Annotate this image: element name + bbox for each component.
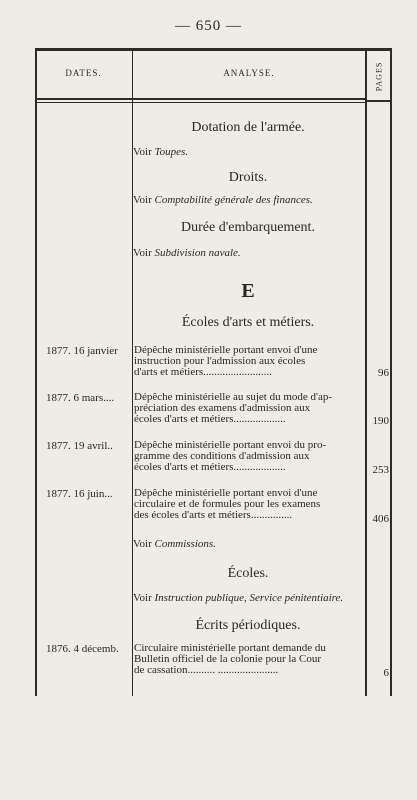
see-word: Voir [133,146,152,158]
entry-line: préciation des examens d'admission aux [134,403,311,414]
header-top-rule [35,48,391,51]
entry-page: 253 [372,464,389,476]
see-target: Subdivision navale. [154,247,241,259]
entry-text [134,643,362,676]
see-reference [133,146,365,158]
entry-line: Dépêche ministérielle portant envoi d'une [134,345,318,356]
entry-line: instruction pour l'admission aux écoles [134,356,306,367]
entry-page: 190 [372,415,389,427]
entry-line: Bulletin officiel de la colonie pour la Cour [134,654,322,665]
entry-text [134,440,362,473]
see-target: Toupes. [154,146,189,158]
entry-date: 1877. 16 janvier [46,345,118,357]
page-number: — 650 — [175,18,242,34]
entry-page: 96 [378,367,389,379]
see-reference [133,592,365,604]
pages-header-rule [365,100,391,102]
entry-date: 1877. 16 juin... [46,488,113,500]
section-title: Écrits périodiques. [195,618,301,633]
entry-line: circulaire et de formules pour les examens [134,499,321,510]
see-target: Instruction publique, Service pénitentiaire. [154,592,344,604]
entry-line: gramme des conditions d'admission aux [134,451,310,462]
see-target: Comptabilité générale des finances. [154,194,313,206]
section-title: Durée d'embarquement. [181,220,315,235]
column-header-analyse: ANALYSE. [223,68,275,78]
header-bottom-rule-thin [35,102,365,103]
entry-line: Circulaire ministérielle portant demande du [134,643,326,654]
entry-line: d'arts et métiers......................... [134,367,272,378]
entry-date: 1877. 19 avril.. [46,440,113,452]
see-reference [133,194,365,206]
entry-date: 1877. 6 mars.... [46,392,115,404]
entry-line: des écoles d'arts et métiers............... [134,510,293,521]
section-title: Droits. [228,170,268,185]
entry-line: écoles d'arts et métiers................... [134,462,286,473]
entry-date: 1876. 4 décemb. [46,643,119,655]
column-header-pages [367,56,390,96]
see-reference [133,247,365,259]
column-header-pages-label: PAGES [374,61,384,91]
entry-line: de cassation.......... ...................... [134,665,279,676]
see-word: Voir [133,194,152,206]
left-border [35,48,37,696]
entry-line: Dépêche ministérielle portant envoi d'une [134,488,318,499]
section-letter: E [241,280,255,302]
entry-line: Dépêche ministérielle portant envoi du pro- [134,440,327,451]
see-word: Voir [133,538,152,550]
entry-text [134,392,362,425]
entry-line: écoles d'arts et métiers................... [134,414,286,425]
section-title: Écoles d'arts et métiers. [181,315,315,330]
section-title: Écoles. [227,566,269,581]
entry-page: 6 [383,667,389,679]
column-header-dates: DATES. [65,68,102,78]
entry-line: Dépêche ministérielle au sujet du mode d'ap- [134,392,333,403]
see-word: Voir [133,592,152,604]
entry-text [134,345,362,378]
see-word: Voir [133,247,152,259]
section-title: Dotation de l'armée. [191,120,305,135]
header-bottom-rule [35,98,365,100]
see-reference [133,538,365,550]
see-target: Commissions. [154,538,216,550]
entry-text [134,488,362,521]
entry-page: 406 [372,513,389,525]
